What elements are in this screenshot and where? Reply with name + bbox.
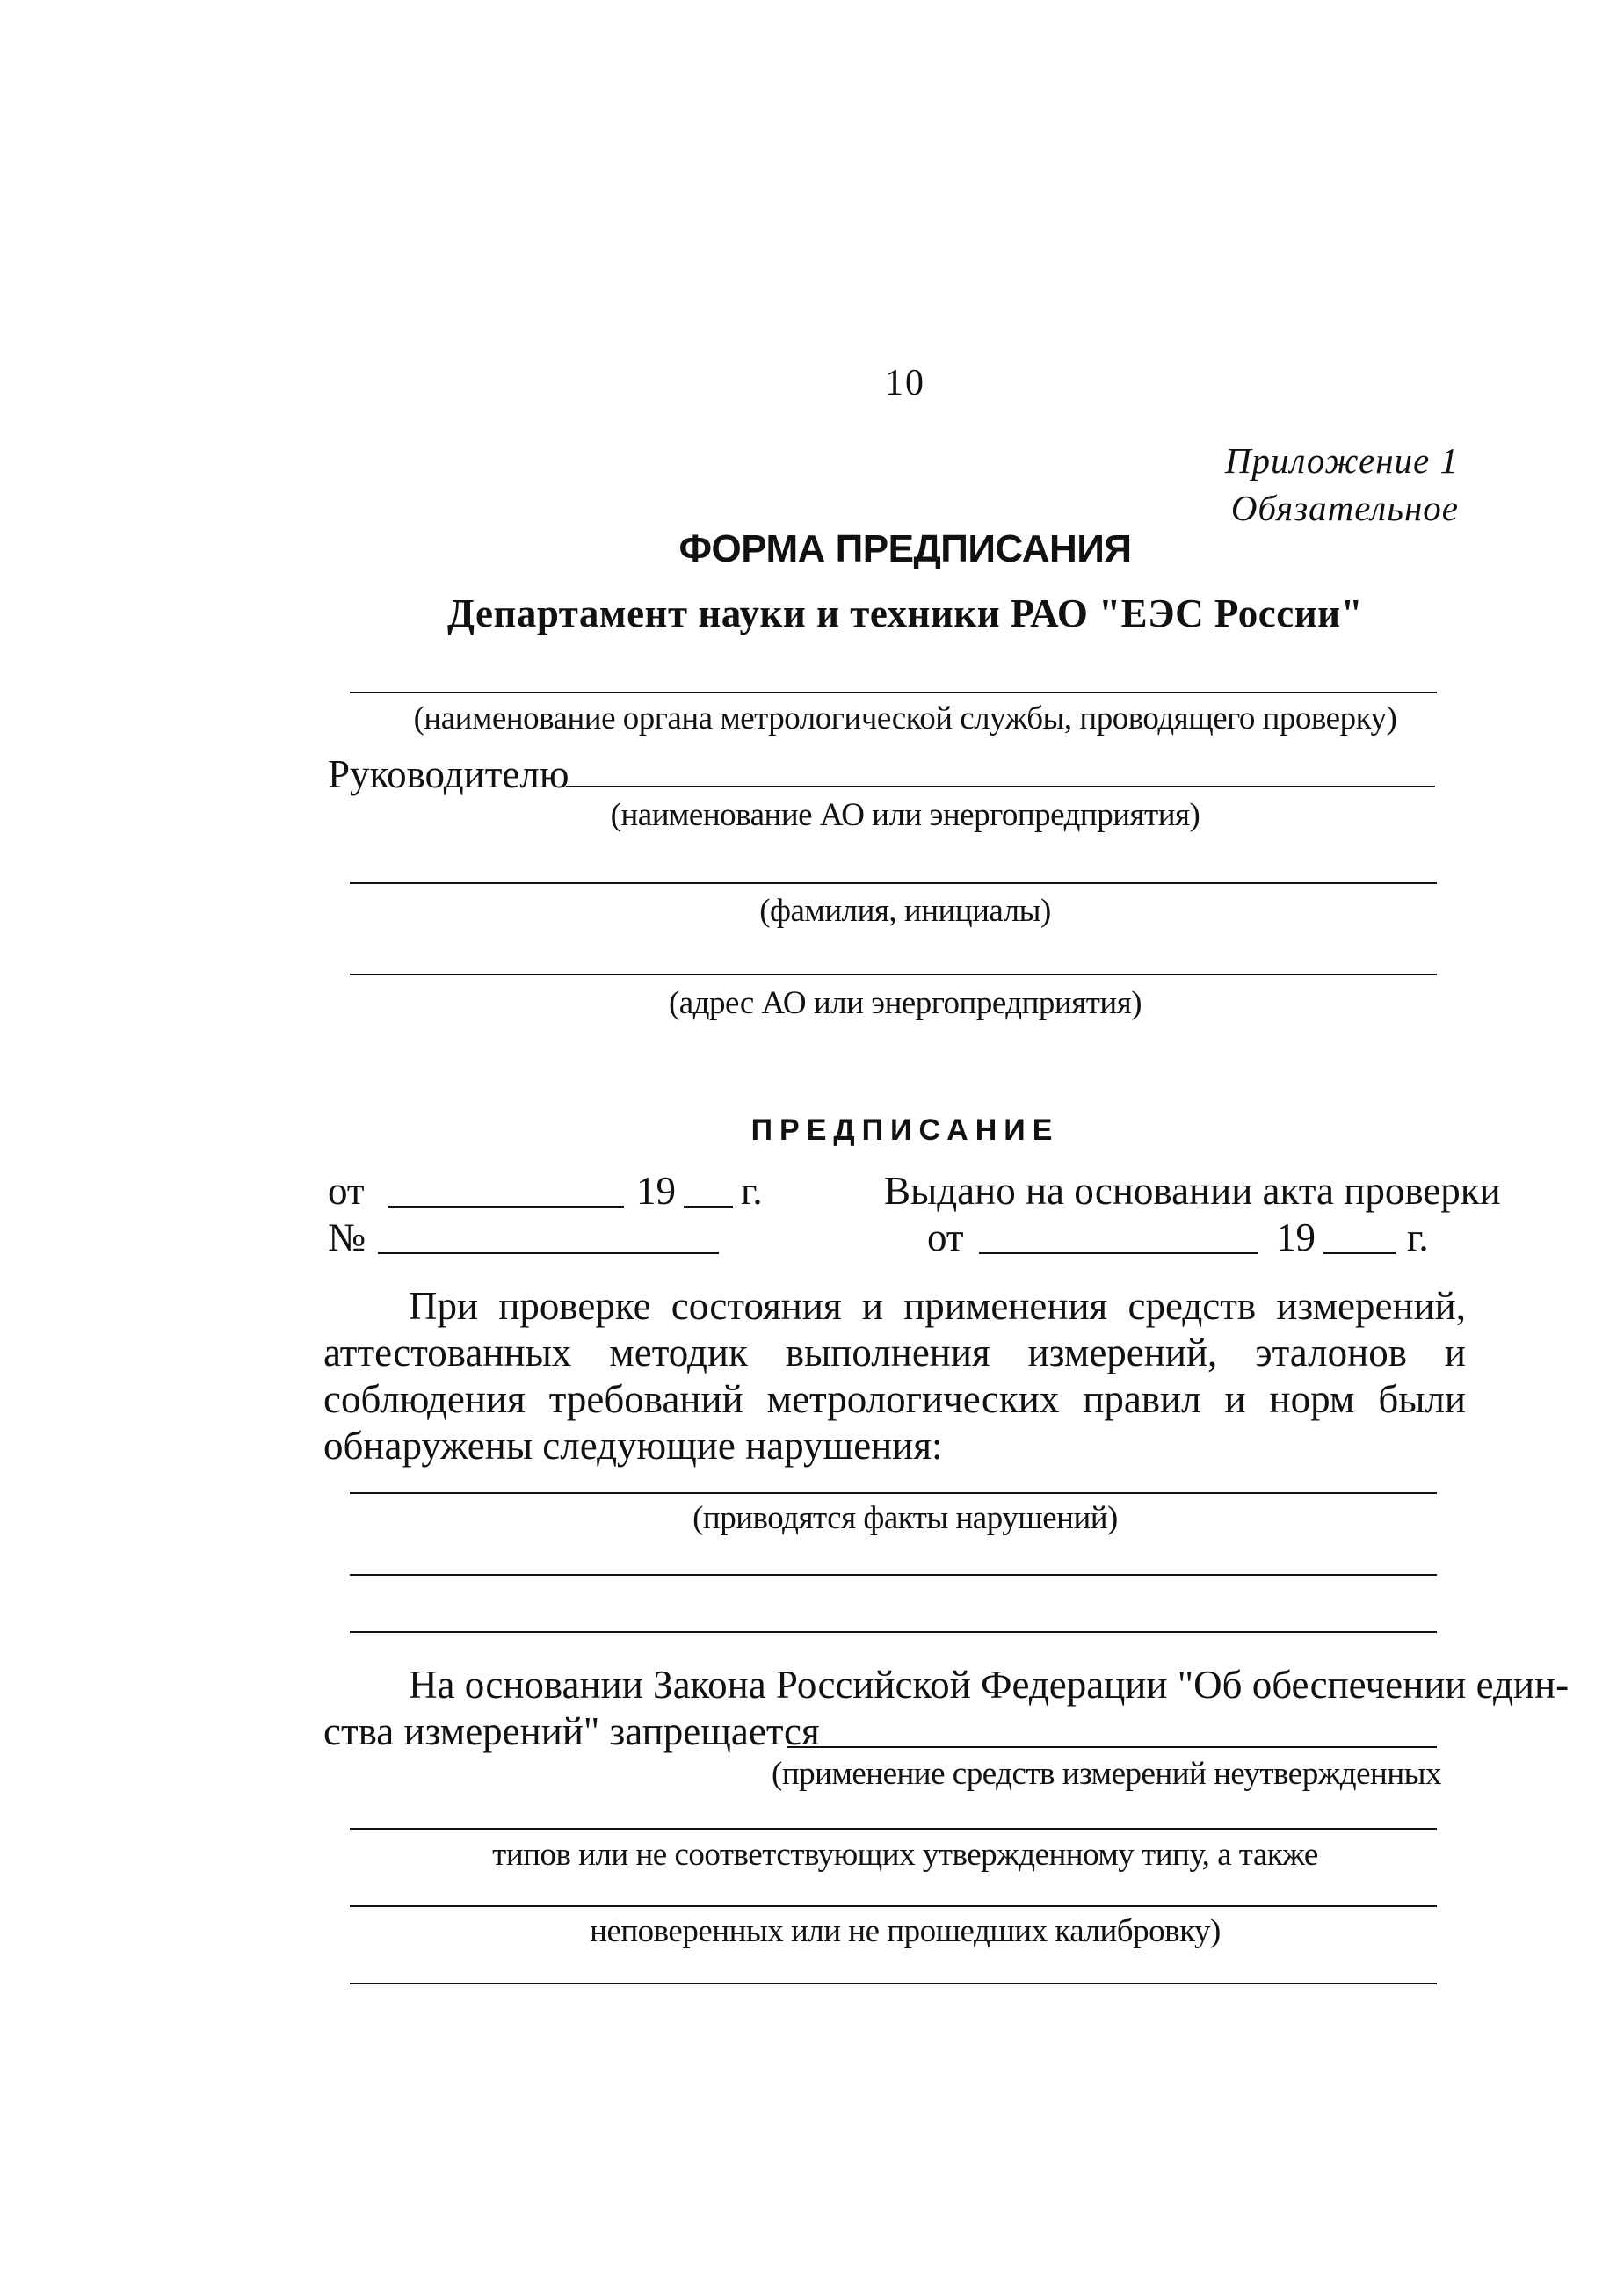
prohibition-blank-line[interactable] bbox=[787, 1746, 1437, 1748]
department-heading: Департамент науки и техники РАО "ЕЭС России" bbox=[446, 591, 1364, 635]
year-blank-line[interactable] bbox=[684, 1206, 733, 1208]
prohibition-caption-2: типов или не соответствующих утвержденному типу, а также bbox=[492, 1837, 1318, 1873]
address-blank-line[interactable] bbox=[350, 974, 1437, 975]
prohibition-caption-3: неповеренных или не прошедших калибровку) bbox=[590, 1913, 1221, 1949]
prohibition-line-b[interactable] bbox=[350, 1905, 1437, 1907]
violations-caption: (приводятся факты нарушений) bbox=[692, 1500, 1118, 1536]
act-year-suffix: г. bbox=[1407, 1215, 1429, 1259]
ao-caption: (наименование АО или энергопредприятия) bbox=[610, 797, 1200, 833]
page-number: 10 bbox=[885, 363, 925, 403]
act-date-blank-line[interactable] bbox=[979, 1252, 1258, 1254]
organ-caption: (наименование органа метрологической службы, проводящего проверку) bbox=[413, 700, 1397, 736]
violations-line-1[interactable] bbox=[350, 1492, 1437, 1494]
number-blank-line[interactable] bbox=[378, 1252, 719, 1254]
appendix-status: Обязательное bbox=[1230, 488, 1459, 528]
act-date-from-label: от bbox=[927, 1215, 964, 1259]
appendix-label bbox=[1225, 437, 1459, 532]
year-prefix: 19 bbox=[636, 1169, 676, 1213]
prohibition-line-c[interactable] bbox=[350, 1983, 1437, 1984]
act-year-blank-line[interactable] bbox=[1323, 1252, 1396, 1254]
prohibition-line-1: На основании Закона Российской Федерации "Об обеспечении един- bbox=[409, 1663, 1570, 1707]
violations-paragraph: При проверке состояния и применения средств измерений, аттестованных методик выполнения измерений, эталонов и соблюдения требований метрологических правил и норм были обнаружены следующие нарушения: bbox=[323, 1284, 1466, 1468]
year-suffix: г. bbox=[741, 1169, 763, 1213]
recipient-blank-line[interactable] bbox=[566, 786, 1435, 787]
violations-line-3[interactable] bbox=[350, 1631, 1437, 1633]
date-blank-line[interactable] bbox=[388, 1206, 624, 1208]
prescription-heading: ПРЕДПИСАНИЕ bbox=[750, 1113, 1060, 1147]
address-caption: (адрес АО или энергопредприятия) bbox=[668, 985, 1142, 1021]
date-from-label: от bbox=[328, 1169, 365, 1213]
number-label: № bbox=[328, 1215, 366, 1259]
violations-line-2[interactable] bbox=[350, 1574, 1437, 1576]
name-caption: (фамилия, инициалы) bbox=[759, 893, 1051, 929]
prohibition-line-a[interactable] bbox=[350, 1828, 1437, 1830]
organ-blank-line[interactable] bbox=[350, 692, 1437, 693]
prohibition-caption-1: (применение средств измерений неутвержденных bbox=[772, 1756, 1441, 1792]
prohibition-line-2: ства измерений" запрещается bbox=[323, 1709, 820, 1753]
form-title: ФОРМА ПРЕДПИСАНИЯ bbox=[678, 527, 1132, 570]
act-year-prefix: 19 bbox=[1276, 1215, 1316, 1259]
appendix-number: Приложение 1 bbox=[1224, 440, 1459, 481]
recipient-label: Руководителю bbox=[328, 752, 569, 796]
name-blank-line[interactable] bbox=[350, 882, 1437, 884]
issued-basis-text: Выдано на основании акта проверки bbox=[884, 1169, 1501, 1213]
